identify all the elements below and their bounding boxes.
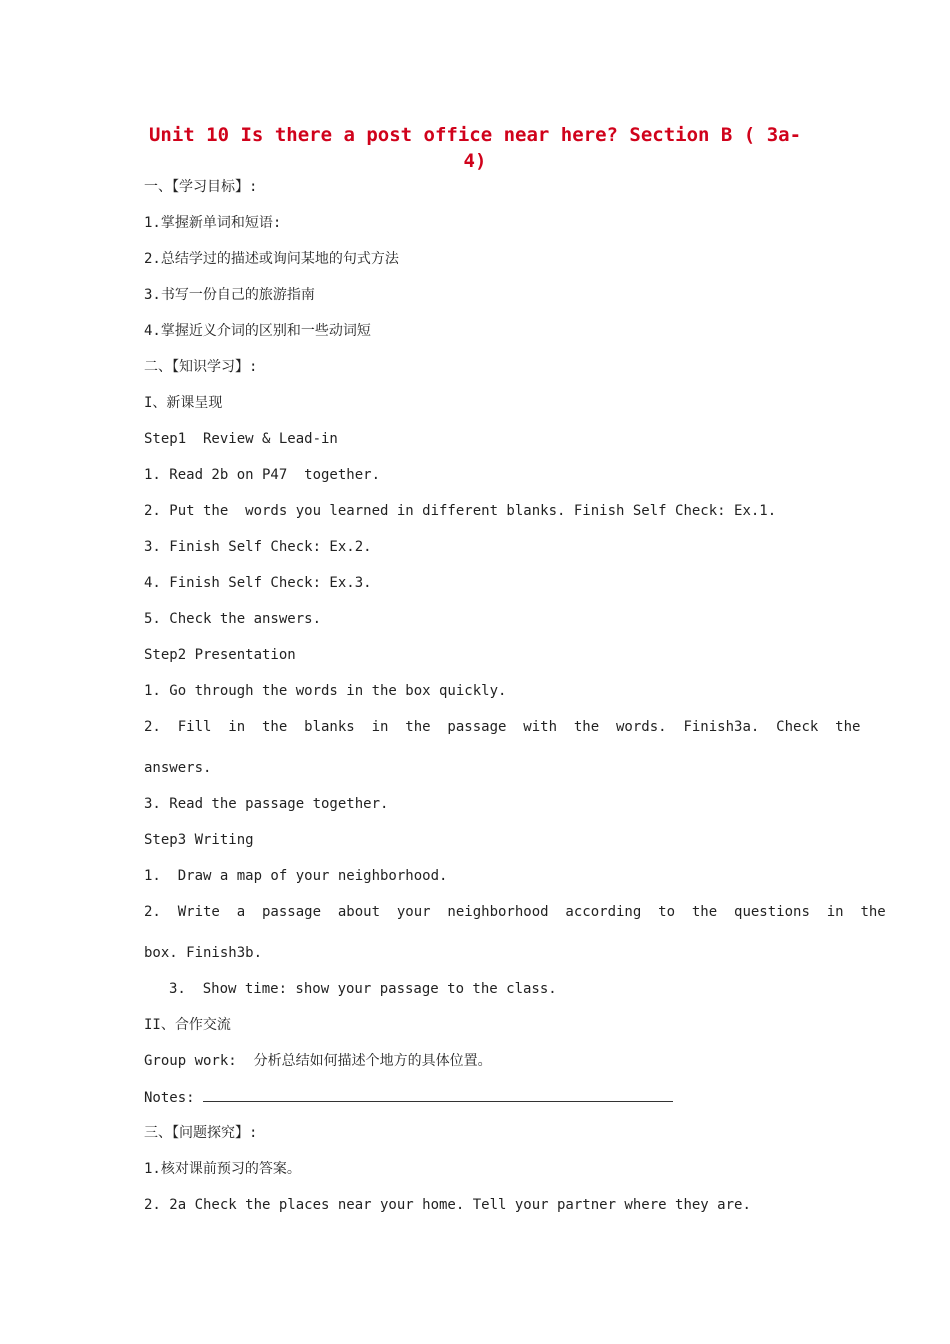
step2-item-1: 1. Go through the words in the box quickly.: [144, 683, 507, 699]
step1-item-1: 1. Read 2b on P47 together.: [144, 467, 381, 483]
step3-item-1: 1. Draw a map of your neighborhood.: [144, 868, 448, 884]
step2-item-2: 2. Fill in the blanks in the passage with the words. Finish3a. Check the: [144, 719, 861, 735]
section-heading-objectives: 一、【学习目标】:: [144, 179, 258, 195]
step1-heading: Step1 Review & Lead-in: [144, 431, 338, 447]
step2-heading: Step2 Presentation: [144, 647, 296, 663]
notes-label: Notes:: [144, 1090, 195, 1106]
inquiry-item-2: 2. 2a Check the places near your home. Tell your partner where they are.: [144, 1197, 751, 1213]
step3-item-2-continued: box. Finish3b.: [144, 945, 263, 961]
step1-item-4: 4. Finish Self Check: Ex.3.: [144, 575, 372, 591]
inquiry-item-1: 1.核对课前预习的答案。: [144, 1161, 301, 1177]
step1-item-3: 3. Finish Self Check: Ex.2.: [144, 539, 372, 555]
step2-item-3: 3. Read the passage together.: [144, 796, 389, 812]
objective-item-4: 4.掌握近义介词的区别和一些动词短: [144, 323, 371, 339]
objective-item-3: 3.书写一份自己的旅游指南: [144, 287, 315, 303]
notes-blank[interactable]: [203, 1087, 673, 1102]
step2-item-2-continued: answers.: [144, 760, 212, 776]
section-heading-knowledge: 二、【知识学习】:: [144, 359, 258, 375]
objective-item-1: 1.掌握新单词和短语:: [144, 215, 282, 231]
document-title: [144, 122, 806, 174]
notes-line: [144, 1087, 673, 1108]
subsection-new-lesson: I、新课呈现: [144, 395, 223, 411]
step3-heading: Step3 Writing: [144, 832, 254, 848]
group-work-line: Group work: 分析总结如何描述个地方的具体位置。: [144, 1053, 492, 1069]
section-heading-inquiry: 三、【问题探究】:: [144, 1125, 258, 1141]
step3-item-2: 2. Write a passage about your neighborhood according to the questions in the: [144, 904, 886, 920]
step3-item-3: 3. Show time: show your passage to the class.: [169, 981, 557, 997]
step1-item-2: 2. Put the words you learned in different blanks. Finish Self Check: Ex.1.: [144, 503, 777, 519]
title-line-1: Unit 10 Is there a post office near here? Section B ( 3a-: [148, 124, 802, 146]
step1-item-5: 5. Check the answers.: [144, 611, 322, 627]
subsection-cooperation: II、合作交流: [144, 1017, 231, 1033]
objective-item-2: 2.总结学过的描述或询问某地的句式方法: [144, 251, 399, 267]
title-line-2: 4): [463, 150, 487, 172]
